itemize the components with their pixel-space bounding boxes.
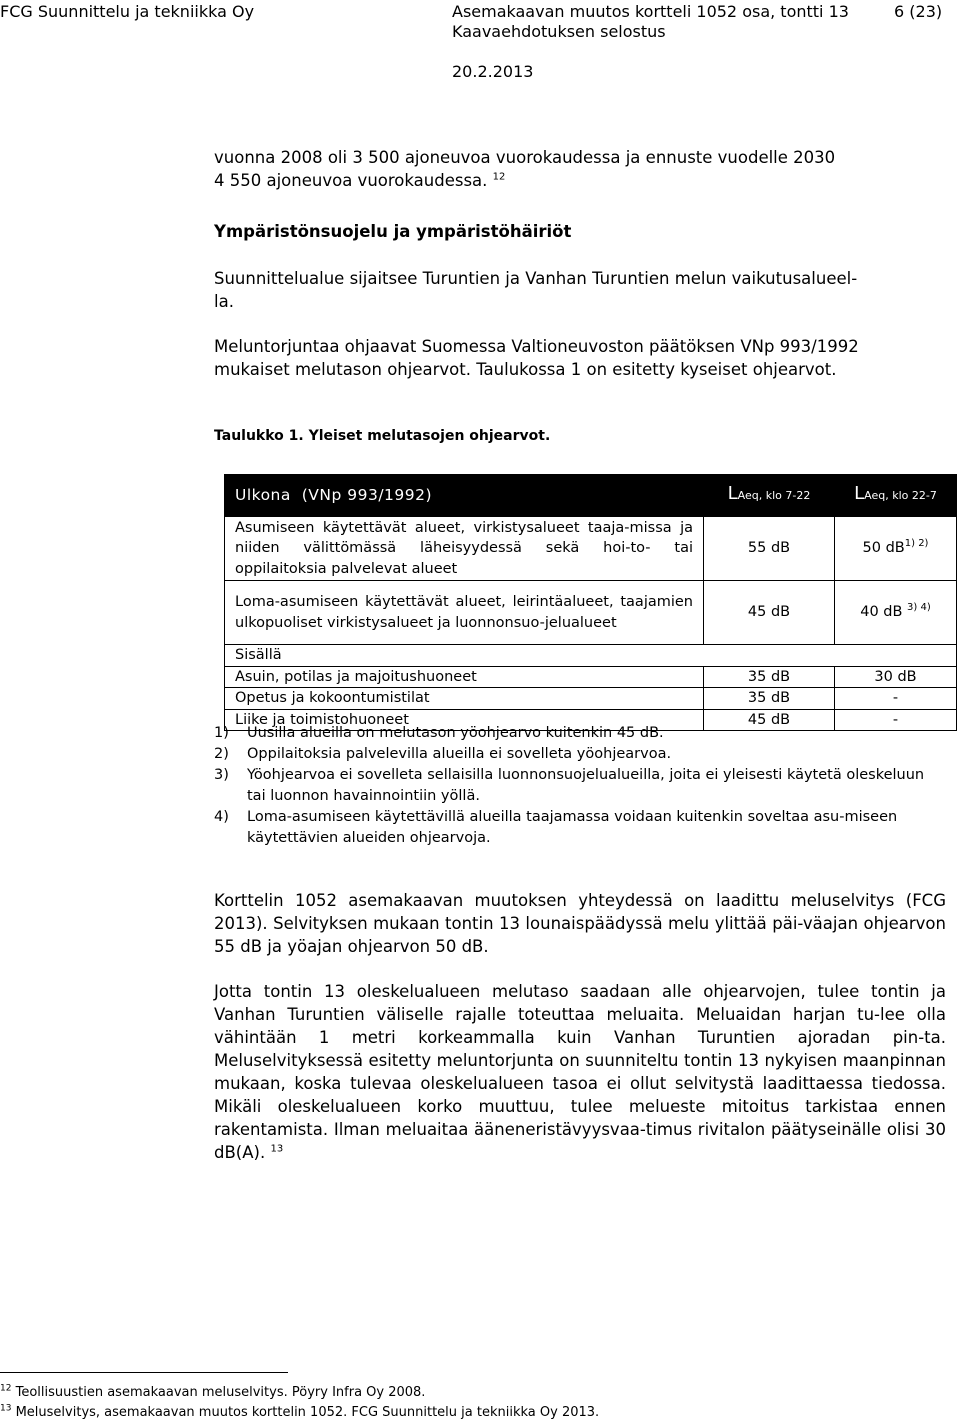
footnote-text: Teollisuustien asemakaavan meluselvitys. Pöyry Infra Oy 2008. (15, 1385, 426, 1400)
note-text: Yöohjearvoa ei sovelleta sellaisilla luonnonsuojelualueilla, joita ei yleisesti käytetä oleskeluun tai luonnon havainnointiin yöllä. (247, 767, 925, 804)
row-night-value: - (835, 709, 957, 731)
footnote-number: 13 (0, 1403, 12, 1414)
row-day-value: 45 dB (704, 709, 835, 731)
row-night-value: 30 dB (835, 666, 957, 688)
row-night-value: - (835, 688, 957, 710)
header-day (704, 475, 835, 517)
header-night-main: L (854, 483, 865, 505)
table-row (225, 581, 957, 645)
paragraph-4 (214, 980, 946, 1164)
row-label: Asuin, potilas ja majoitushuoneet (225, 666, 704, 688)
paragraph-3: Korttelin 1052 asemakaavan muutoksen yhteydessä on laadittu meluselvitys (FCG 2013). Selvityksen mukaan tontin 13 lounaispäädyssä melu ylittää päi-väajan ohjearvon 55 dB ja yöajan ohjearvon 50 dB. (214, 891, 946, 956)
row-night-value (835, 517, 957, 581)
page-number: 6 (23) (894, 2, 943, 21)
row-label-indoor: Sisällä (225, 645, 957, 667)
footnote-text: Meluselvitys, asemakaavan muutos korttelin 1052. FCG Suunnittelu ja tekniikka Oy 2013. (15, 1405, 600, 1420)
table-row (225, 688, 957, 710)
note-text: Uusilla alueilla on melutason yöohjearvo kuitenkin 45 dB. (247, 725, 664, 741)
table-note (214, 744, 954, 765)
header-night (835, 475, 957, 517)
note-number: 4) (214, 809, 229, 825)
footnote-ref-13: 13 (270, 1143, 284, 1155)
footnote-divider (0, 1372, 288, 1373)
section-heading: Ympäristönsuojelu ja ympäristöhäiriöt (214, 222, 572, 241)
row-label: Loma-asumiseen käytettävät alueet, leirintäalueet, taajamien ulkopuoliset virkistysalueet ja luonnonsuo-jelualueet (225, 581, 704, 645)
note-text: Loma-asumiseen käytettävillä alueilla taajamassa voidaan kuitenkin soveltaa asu-miseen käytettävien alueiden ohjearvoja. (247, 809, 898, 846)
table-caption: Taulukko 1. Yleiset melutasojen ohjearvot. (214, 428, 551, 444)
row-day-value: 35 dB (704, 666, 835, 688)
intro-line-2 (214, 169, 505, 192)
paragraph-1-line-2: la. (214, 292, 234, 311)
paragraph-1-line-1: Suunnittelualue sijaitsee Turuntien ja Vanhan Turuntien melun vaikutusalueel- (214, 269, 858, 288)
row-night-text: 40 dB (860, 604, 903, 621)
note-number: 1) (214, 725, 229, 741)
paragraph-4-text: Jotta tontin 13 oleskelualueen melutaso saadaan alle ohjearvojen, tulee tontin ja Vanhan Turuntien väliselle rajalle toteuttaa meluaita. Meluaidan harjan tu-lee olla vähintään 1 metri korkeammalla kuin Vanhan Turuntien ajoradan pin-ta. Meluselvityksessä esitetty meluntorjunta on suunniteltu tontin 13 nykyisen maanpinnan mukaan, koska tulevaa oleskelualueen tasoa ei ollut selvitystä laadittaessa tiedossa. Mikäli oleskelualueen korko muuttuu, tulee melueste mitoitus tarkistaa ennen rakentamista. Ilman meluaitaa ääneneristävyysvaa-timus rivitalon päätyseinälle olisi 30 dB(A). (214, 982, 946, 1162)
table-row (225, 666, 957, 688)
row-night-ref: 3) 4) (907, 602, 931, 614)
paragraph-2-line-2: mukaiset melutason ohjearvot. Taulukossa 1 on esitetty kyseiset ohjearvot. (214, 360, 837, 379)
document-date: 20.2.2013 (452, 62, 534, 81)
row-night-ref: 1) 2) (904, 538, 929, 550)
row-label: Asumiseen käytettävät alueet, virkistysalueet taaja-missa ja niiden välittömässä läheisyydessä sekä hoi-to- tai oppilaitoksia palvelevat alueet (225, 517, 704, 581)
document-title: Asemakaavan muutos kortteli 1052 osa, tontti 13 (452, 2, 849, 21)
table-row (225, 517, 957, 581)
table-notes (214, 723, 954, 849)
row-day-value: 45 dB (704, 581, 835, 645)
footnote-ref-12: 12 (492, 171, 506, 183)
row-label: Opetus ja kokoontumistilat (225, 688, 704, 710)
header-day-sub: Aeq, klo 7-22 (737, 489, 811, 503)
header-night-sub: Aeq, klo 22-7 (864, 489, 937, 503)
document-subtitle: Kaavaehdotuksen selostus (452, 22, 666, 41)
row-night-value (835, 581, 957, 645)
header-day-main: L (727, 483, 738, 505)
footnote-12 (0, 1385, 425, 1401)
table-header-row (225, 475, 957, 517)
row-label: Liike ja toimistohuoneet (225, 709, 704, 731)
table-row (225, 645, 957, 667)
intro-line-1: vuonna 2008 oli 3 500 ajoneuvoa vuorokaudessa ja ennuste vuodelle 2030 (214, 148, 836, 167)
table-note (214, 765, 954, 807)
company-name: FCG Suunnittelu ja tekniikka Oy (0, 2, 255, 21)
table-note (214, 723, 954, 744)
note-number: 2) (214, 746, 229, 762)
noise-guideline-table (224, 474, 957, 731)
row-night-text: 50 dB (862, 540, 905, 557)
note-number: 3) (214, 767, 229, 783)
row-day-value: 35 dB (704, 688, 835, 710)
footnote-number: 12 (0, 1383, 12, 1394)
row-day-value: 55 dB (704, 517, 835, 581)
intro-line-2-text: 4 550 ajoneuvoa vuorokaudessa. (214, 171, 488, 190)
footnote-13 (0, 1405, 599, 1421)
note-text: Oppilaitoksia palvelevilla alueilla ei sovelleta yöohjearvoa. (247, 746, 672, 762)
paragraph-2-line-1: Meluntorjuntaa ohjaavat Suomessa Valtioneuvoston päätöksen VNp 993/1992 (214, 337, 859, 356)
table-note (214, 807, 954, 849)
header-outdoor: Ulkona (VNp 993/1992) (225, 475, 704, 517)
